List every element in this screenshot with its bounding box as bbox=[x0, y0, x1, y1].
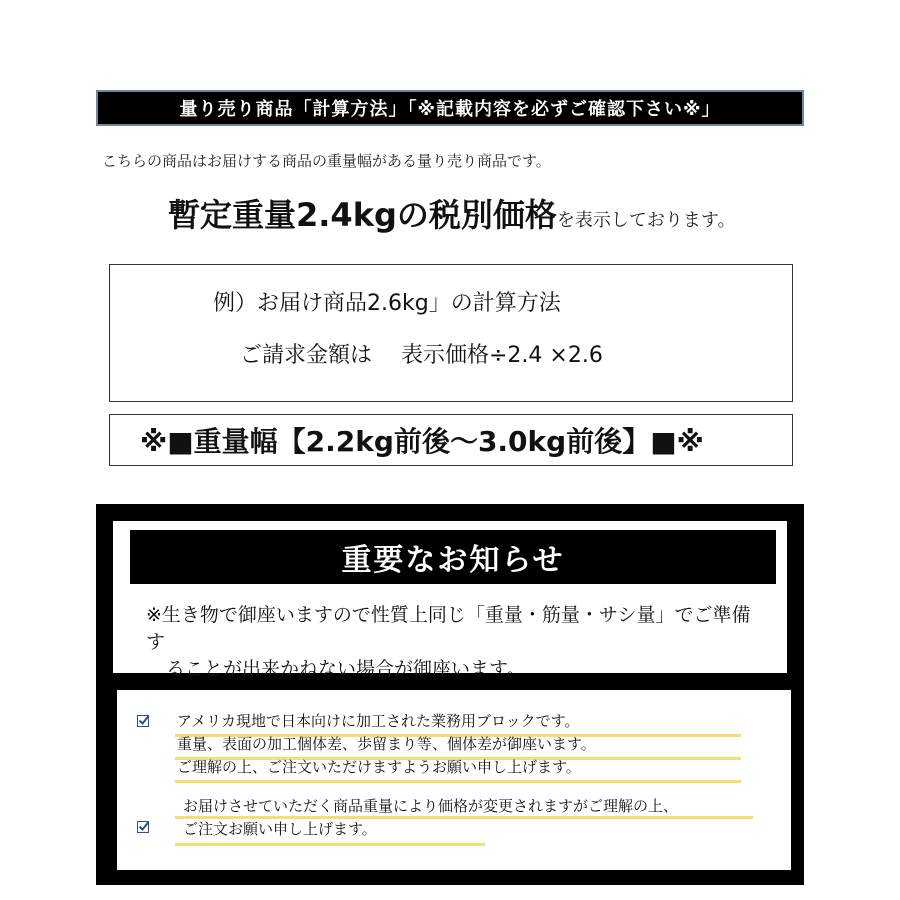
checkbox-checked-icon[interactable] bbox=[137, 715, 149, 727]
intro-text: こちらの商品はお届けする商品の重量幅がある量り売り商品です。 bbox=[102, 152, 551, 170]
highlight-underline bbox=[175, 780, 741, 783]
example-box bbox=[109, 264, 793, 402]
weight-range-box bbox=[109, 414, 793, 466]
checkbox-checked-icon[interactable] bbox=[137, 821, 149, 833]
notice-title: 重要なお知らせ bbox=[341, 543, 565, 578]
checklist-item-2 bbox=[183, 795, 678, 841]
notice-text-line-1: ※生き物で御座いますので性質上同じ「重量・筋量・サシ量」でご準備す bbox=[146, 604, 751, 653]
header-title: 量り売り商品「計算方法」「※記載内容を必ずご確認下さい※」 bbox=[179, 99, 721, 120]
checklist-item-2-line-2: ご注文お願い申し上げます。 bbox=[183, 820, 377, 838]
checklist-item-1-line-2: 重量、表面の加工個体差、歩留まり等、個体差が御座います。 bbox=[177, 735, 596, 753]
provisional-weight-line bbox=[168, 190, 735, 236]
example-title: 例）お届け商品2.6kg」の計算方法 bbox=[213, 291, 561, 316]
checklist-panel bbox=[117, 690, 791, 870]
checklist-item-1 bbox=[177, 710, 596, 779]
notice-text bbox=[146, 602, 766, 683]
checklist-item-1-line-3: ご理解の上、ご注文いただけますようお願い申し上げます。 bbox=[177, 758, 581, 776]
notice-title-bar bbox=[130, 530, 776, 584]
example-formula: ご請求金額は 表示価格÷2.4 ×2.6 bbox=[240, 343, 603, 368]
provisional-weight-suffix: を表示しております。 bbox=[556, 210, 736, 231]
checklist-item-1-line-1: アメリカ現地で日本向けに加工された業務用ブロックです。 bbox=[177, 712, 580, 730]
highlight-underline bbox=[175, 843, 485, 846]
provisional-weight-main: 暫定重量2.4kgの税別価格 bbox=[168, 196, 557, 234]
checklist-item-2-line-1: お届けさせていただく商品重量により価格が変更されますがご理解の上、 bbox=[183, 797, 679, 815]
header-bar bbox=[96, 90, 804, 126]
notice-text-line-2: ることが出来かねない場合が御座います。 bbox=[166, 658, 526, 680]
weight-range-text: ※■重量幅【2.2kg前後～3.0kg前後】■※ bbox=[140, 425, 704, 458]
